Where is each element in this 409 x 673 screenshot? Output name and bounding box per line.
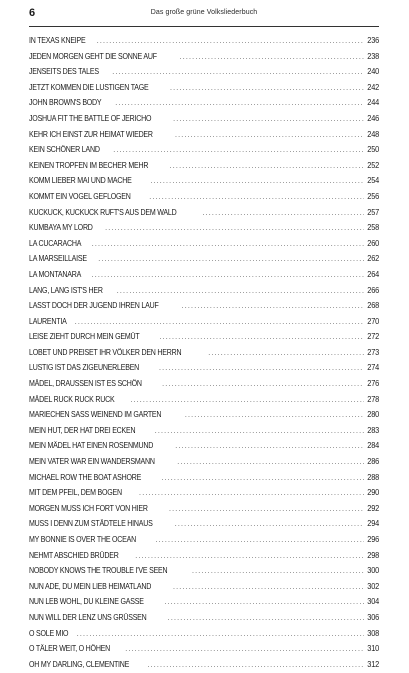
toc-entry-page-number: 238 xyxy=(367,51,379,61)
toc-entry[interactable] xyxy=(29,205,379,221)
dot-leader xyxy=(168,611,364,627)
toc-entry-page-number: 264 xyxy=(367,269,379,279)
toc-entry-title: LUSTIG IST DAS ZIGEUNERLEBEN xyxy=(29,363,140,373)
toc-entry[interactable] xyxy=(29,142,379,158)
dot-leader xyxy=(173,580,364,596)
toc-entry[interactable] xyxy=(29,251,379,267)
toc-entry[interactable] xyxy=(29,49,379,65)
toc-entry-page-number: 300 xyxy=(367,566,379,576)
toc-entry-page-number: 310 xyxy=(367,644,379,654)
toc-entry-title: JETZT KOMMEN DIE LUSTIGEN TAGE xyxy=(29,82,149,92)
toc-entry[interactable] xyxy=(29,95,379,111)
toc-entry-page-number: 236 xyxy=(367,36,379,45)
toc-entry[interactable] xyxy=(29,80,379,96)
toc-entry-page-number: 306 xyxy=(367,612,379,622)
toc-entry-page-number: 312 xyxy=(367,659,379,669)
toc-entry[interactable] xyxy=(29,579,379,595)
toc-entry-title: JENSEITS DES TALES xyxy=(29,67,99,77)
toc-entry-page-number: 272 xyxy=(367,332,379,342)
toc-entry-page-number: 294 xyxy=(367,519,379,529)
toc-entry[interactable] xyxy=(29,64,379,80)
dot-leader xyxy=(155,424,364,440)
toc-entry[interactable] xyxy=(29,329,379,345)
toc-entry-page-number: 248 xyxy=(367,129,379,139)
toc-entry-title: LA MARSEILLAISE xyxy=(29,254,87,264)
toc-entry-title: KEHR ICH EINST ZUR HEIMAT WIEDER xyxy=(29,129,153,139)
toc-entry-page-number: 240 xyxy=(367,67,379,77)
dot-leader xyxy=(75,315,364,331)
dot-leader xyxy=(125,642,364,658)
toc-entry[interactable] xyxy=(29,360,379,376)
dot-leader xyxy=(161,471,364,487)
toc-entry-title: MIT DEM PFEIL, DEM BOGEN xyxy=(29,488,122,498)
toc-entry[interactable] xyxy=(29,485,379,501)
toc-entry[interactable] xyxy=(29,610,379,626)
toc-entry[interactable] xyxy=(29,314,379,330)
toc-entry[interactable] xyxy=(29,158,379,174)
toc-entry-title: MEIN HUT, DER HAT DREI ECKEN xyxy=(29,425,136,435)
toc-entry-page-number: 283 xyxy=(367,425,379,435)
toc-entry-title: MÄDEL, DRAUSSEN IST ES SCHÖN xyxy=(29,379,142,389)
dot-leader xyxy=(173,112,364,128)
dot-leader xyxy=(182,299,364,315)
toc-entry[interactable] xyxy=(29,626,379,642)
toc-entry-page-number: 260 xyxy=(367,238,379,248)
toc-entry-title: LA CUCARACHA xyxy=(29,238,82,248)
dot-leader xyxy=(170,81,364,97)
toc-entry[interactable] xyxy=(29,127,379,143)
toc-entry-title: NUN LEB WOHL, DU KLEINE GASSE xyxy=(29,597,144,607)
toc-entry-title: KEINEN TROPFEN IM BECHER MEHR xyxy=(29,160,149,170)
dot-leader xyxy=(115,96,364,112)
toc-entry-title: LASST DOCH DER JUGEND IHREN LAUF xyxy=(29,301,159,311)
toc-entry-title: O TÄLER WEIT, O HÖHEN xyxy=(29,644,111,654)
dot-leader xyxy=(147,658,364,673)
dot-leader xyxy=(170,159,364,175)
toc-entry-page-number: 254 xyxy=(367,176,379,186)
toc-entry-title: MORGEN MUSS ICH FORT VON HIER xyxy=(29,503,148,513)
dot-leader xyxy=(159,330,364,346)
toc-entry[interactable] xyxy=(29,641,379,657)
toc-entry[interactable] xyxy=(29,345,379,361)
table-of-contents xyxy=(29,33,379,672)
toc-entry[interactable] xyxy=(29,298,379,314)
toc-entry[interactable] xyxy=(29,501,379,517)
toc-entry-title: NUN ADE, DU MEIN LIEB HEIMATLAND xyxy=(29,581,152,591)
dot-leader xyxy=(98,252,364,268)
toc-entry-title: MÄDEL RUCK RUCK RUCK xyxy=(29,394,115,404)
toc-entry-title: KOMMT EIN VOGEL GEFLOGEN xyxy=(29,191,131,201)
dot-leader xyxy=(164,595,364,611)
toc-entry-page-number: 290 xyxy=(367,488,379,498)
page-header xyxy=(29,0,379,25)
toc-entry-title: MEIN MÄDEL HAT EINEN ROSENMUND xyxy=(29,441,154,451)
dot-leader xyxy=(175,439,364,455)
toc-entry[interactable] xyxy=(29,33,379,49)
toc-entry[interactable] xyxy=(29,376,379,392)
dot-leader xyxy=(177,455,364,471)
toc-entry-title: KEIN SCHÖNER LAND xyxy=(29,145,100,155)
dot-leader xyxy=(159,361,364,377)
toc-entry-page-number: 262 xyxy=(367,254,379,264)
toc-entry[interactable] xyxy=(29,189,379,205)
toc-entry[interactable] xyxy=(29,532,379,548)
dot-leader xyxy=(77,627,364,643)
dot-leader xyxy=(150,174,364,190)
toc-entry[interactable] xyxy=(29,657,379,673)
toc-entry[interactable] xyxy=(29,438,379,454)
toc-entry-page-number: 278 xyxy=(367,394,379,404)
toc-entry-page-number: 242 xyxy=(367,82,379,92)
toc-entry[interactable] xyxy=(29,283,379,299)
dot-leader xyxy=(169,502,364,518)
toc-entry-page-number: 276 xyxy=(367,379,379,389)
dot-leader xyxy=(180,50,364,66)
dot-leader xyxy=(175,517,364,533)
dot-leader xyxy=(149,190,364,206)
toc-entry[interactable] xyxy=(29,563,379,579)
dot-leader xyxy=(155,533,364,549)
toc-entry-title: KUCKUCK, KUCKUCK RUFT'S AUS DEM WALD xyxy=(29,207,177,217)
toc-entry-page-number: 298 xyxy=(367,550,379,560)
toc-entry[interactable] xyxy=(29,548,379,564)
toc-entry-page-number: 292 xyxy=(367,503,379,513)
toc-entry-title: KUMBAYA MY LORD xyxy=(29,223,93,233)
toc-entry-title: OH MY DARLING, CLEMENTINE xyxy=(29,659,130,669)
toc-entry[interactable] xyxy=(29,516,379,532)
toc-entry-title: IN TEXAS KNEIPE xyxy=(29,36,86,45)
toc-entry-title: NEHMT ABSCHIED BRÜDER xyxy=(29,550,119,560)
toc-entry-title: MICHAEL ROW THE BOAT ASHORE xyxy=(29,472,142,482)
toc-entry-page-number: 273 xyxy=(367,347,379,357)
toc-entry-title: NUN WILL DER LENZ UNS GRÜSSEN xyxy=(29,612,147,622)
toc-entry-page-number: 284 xyxy=(367,441,379,451)
toc-entry-title: O SOLE MIO xyxy=(29,628,69,638)
toc-entry[interactable] xyxy=(29,470,379,486)
dot-leader xyxy=(185,408,364,424)
toc-entry-page-number: 304 xyxy=(367,597,379,607)
toc-entry-page-number: 246 xyxy=(367,113,379,123)
toc-entry-page-number: 270 xyxy=(367,316,379,326)
toc-entry-page-number: 257 xyxy=(367,207,379,217)
toc-entry-page-number: 266 xyxy=(367,285,379,295)
toc-entry-title: JOSHUA FIT THE BATTLE OF JERICHO xyxy=(29,113,152,123)
dot-leader xyxy=(130,393,364,409)
toc-entry[interactable] xyxy=(29,423,379,439)
toc-entry-title: JEDEN MORGEN GEHT DIE SONNE AUF xyxy=(29,51,157,61)
toc-entry[interactable] xyxy=(29,454,379,470)
toc-entry-page-number: 244 xyxy=(367,98,379,108)
dot-leader xyxy=(192,564,364,580)
toc-entry[interactable] xyxy=(29,173,379,189)
toc-entry[interactable] xyxy=(29,407,379,423)
toc-entry-page-number: 256 xyxy=(367,191,379,201)
dot-leader xyxy=(135,549,364,565)
toc-entry-page-number: 268 xyxy=(367,301,379,311)
dot-leader xyxy=(105,221,364,237)
dot-leader xyxy=(92,268,364,284)
toc-entry-title: LOBET UND PREISET IHR VÖLKER DEN HERRN xyxy=(29,347,182,357)
toc-entry-title: LA MONTANARA xyxy=(29,269,82,279)
toc-entry-title: MY BONNIE IS OVER THE OCEAN xyxy=(29,535,137,544)
dot-leader xyxy=(112,65,364,81)
toc-entry[interactable] xyxy=(29,111,379,127)
toc-entry[interactable] xyxy=(29,236,379,252)
toc-entry-page-number: 302 xyxy=(367,581,379,591)
toc-entry-page-number: 308 xyxy=(367,628,379,638)
dot-leader xyxy=(139,486,364,502)
toc-entry[interactable] xyxy=(29,392,379,408)
toc-entry-page-number: 286 xyxy=(367,457,379,467)
page-number: 6 xyxy=(29,6,36,19)
dot-leader xyxy=(113,143,364,159)
toc-entry-page-number: 280 xyxy=(367,410,379,420)
dot-leader xyxy=(203,206,364,222)
toc-entry-title: KOMM LIEBER MAI UND MACHE xyxy=(29,176,132,186)
dot-leader xyxy=(175,128,364,144)
toc-entry-title: NOBODY KNOWS THE TROUBLE I'VE SEEN xyxy=(29,566,168,576)
toc-entry-title: LEISE ZIEHT DURCH MEIN GEMÜT xyxy=(29,332,140,342)
dot-leader xyxy=(117,284,364,300)
toc-entry-page-number: 274 xyxy=(367,363,379,373)
header-divider xyxy=(29,26,379,27)
dot-leader xyxy=(97,34,364,50)
toc-entry-title: MARIECHEN SASS WEINEND IM GARTEN xyxy=(29,410,162,420)
toc-entry-page-number: 252 xyxy=(367,160,379,170)
toc-entry[interactable] xyxy=(29,594,379,610)
dot-leader xyxy=(208,346,364,362)
toc-entry-title: MUSS I DENN ZUM STÄDTELE HINAUS xyxy=(29,519,153,529)
toc-entry[interactable] xyxy=(29,220,379,236)
toc-entry-page-number: 296 xyxy=(367,535,379,544)
dot-leader xyxy=(162,377,364,393)
dot-leader xyxy=(92,237,364,253)
toc-entry-title: LAURENTIA xyxy=(29,316,67,326)
book-title: Das große grüne Volksliederbuch xyxy=(150,9,258,16)
toc-entry-title: JOHN BROWN'S BODY xyxy=(29,98,102,108)
toc-entry[interactable] xyxy=(29,267,379,283)
toc-entry-page-number: 258 xyxy=(367,223,379,233)
toc-entry-title: MEIN VATER WAR EIN WANDERSMANN xyxy=(29,457,155,467)
toc-entry-title: LANG, LANG IST'S HER xyxy=(29,285,103,295)
toc-entry-page-number: 288 xyxy=(367,472,379,482)
toc-entry-page-number: 250 xyxy=(367,145,379,155)
